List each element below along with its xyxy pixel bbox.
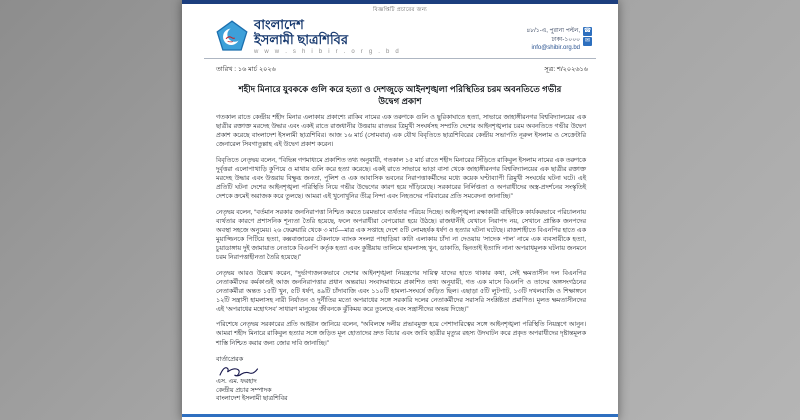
address-line2: ঢাকা-১০০০ [551, 36, 580, 43]
signatory-designation: কেন্দ্রীয় প্রচার সম্পাদক [216, 386, 272, 394]
brand-block [216, 18, 401, 55]
contact-block [526, 27, 592, 53]
press-release-title: শহীদ মিনারে যুবককে গুলি করে হত্যা ও দেশজুড়ে আইনশৃঙ্খলা পরিস্থিতির চরম অবনতিতে গভীর উদ্বেগ প্রকাশ [238, 84, 562, 107]
press-release-document [182, 0, 618, 420]
org-website: w w w . s h i b i r . o r g . b d [254, 49, 401, 56]
contact-text [526, 27, 580, 53]
shibir-logo-icon [216, 20, 248, 52]
sender-label: বার্তাপ্রেরক [216, 355, 243, 363]
date-label: তারিখ : ১৬ মার্চ ২০২৬ [216, 66, 276, 74]
handwritten-signature [218, 365, 260, 378]
reference-label: সূত্র: শ/২০২৬১৬ [544, 66, 588, 74]
phone-icon: ☎ [583, 28, 592, 34]
org-name-line1: বাংলাদেশ [254, 17, 304, 32]
signature-block [216, 356, 618, 404]
signatory-name: এস. এম. ফরহাদ [216, 378, 257, 386]
distribution-note: বিজ্ঞপ্তিটি প্রচারের জন্য [373, 7, 427, 13]
paragraph-1: গতকাল রাতে কেন্দ্রীয় শহীদ মিনার এলাকায় প্রকাশ্যে রাকিব নামের এক তরুণকে গুলি ও ছুরিকাঘাতে হত্যা, সাভারে জাহাঙ্গীরনগর বিশ্ববিদ্যালয়ের এক ছাত্রীর রক্তাক্ত মরদেহ উদ্ধার এবং একই রাতে রাজধানীর উত্তরায় রাতভর ত্রিমুখী সংঘর্ষসহ সম্প্রতি দেশের আইনশৃঙ্খলার চরম অবনতিতে গভীর উদ্বেগ প্রকাশ করেছে বাংলাদেশ ইসলামী ছাত্রশিবির। আজ ১৬ মার্চ (সোমবার) এক যৌথ বিবৃতিতে ছাত্রশিবিরের কেন্দ্রীয় সভাপতি নূরুল ইসলাম ও সেক্রেটারি জেনারেল সিবগাতুল্লাহ এই উদ্বেগ প্রকাশ করেন। [216, 114, 586, 149]
body-text [182, 113, 618, 347]
paragraph-5: পরিশেষে নেতৃদ্বয় সরকারের প্রতি আহ্বান জানিয়ে বলেন, “অবিলম্বে দলীয় প্রভাবমুক্ত হয়ে পেশাদারিত্বের সঙ্গে আইনশৃঙ্খলা পরিস্থিতি নিয়ন্ত্রণে আনুন। আমরা শহীদ মিনারে রাকিবুল হত্যার সঙ্গে জড়িত মূল হোতাদের দ্রুত বিচার এবং জাবি ছাত্রীর মৃত্যুর রহস্য উদঘাটন করে প্রকৃত অপরাধীদের দৃষ্টান্তমূলক শাস্তি নিশ্চিত করার জন্য জোর দাবি জানাচ্ছি।” [216, 321, 586, 347]
letterhead [182, 15, 618, 55]
email-icon: ✉ [584, 38, 591, 44]
signatory-org: বাংলাদেশ ইসলামী ছাত্রশিবির [216, 395, 288, 403]
address-line1: ৪৮/১-এ, পুরানা পল্টন, [526, 28, 580, 34]
meta-row [182, 59, 618, 75]
paragraph-3: নেতৃদ্বয় বলেন, “বর্তমান সরকার জননিরাপত্তা নিশ্চিত করতে চরমভাবে ব্যর্থতার পরিচয় দিচ্ছে। আইনশৃঙ্খলা রক্ষাকারী বাহিনীকে কার্যকরভাবে পরিচালনায় ব্যর্থতার কারণে প্রশাসনিক শূন্যতা তৈরি হয়েছে, ফলে অপরাধীরা বেপরোয়া হয়ে উঠছে। রাজধানীই যেখানে নিরাপদ নয়, সেখানে প্রান্তিক জনপদের অবস্থা সহজে অনুমেয়। ২৬ ফেব্রুয়ারি থেকে ৩ মার্চ—মাত্র এক সপ্তাহে দেশে ৫টি লোমহর্ষক ধর্ষণ ও হত্যার ঘটনা ঘটেছে। রাজশাহীতে বিএনপির হাতে এক মুয়াজ্জিনকে পিটিয়ে হত্যা, কক্সবাজারের টেকনাফে ব্যাংক সংলগ্ন পাহাড়িয়া কাটা এলাকায় চাঁদা না দেওয়ায় ‘সাদেক পাল’ নামে এক ব্যবসায়ীকে হত্যা, চুয়াডাঙ্গায় দুই জামায়াত নেতাকে বিএনপি কর্তৃক হত্যা এবং কুষ্টিয়ায় তালিমে হামলাসহ খুন, ডাকাতি, ছিনতাই ইত্যাদি নানা অপরাধমূলক ঘটনায় জনমনে চরম নিরাপত্তাহীনতা তৈরি হয়েছে।” [216, 208, 586, 262]
bottom-blue-bar [182, 414, 618, 417]
email-text: info@shibir.org.bd [531, 45, 580, 52]
paragraph-2: বিবৃতিতে নেতৃদ্বয় বলেন, “বিভিন্ন গণমাধ্যমে প্রকাশিত তথ্য অনুযায়ী, গতকাল ১৫ মার্চ রাতে শহীদ মিনারের সিঁড়িতে রাকিবুল ইসলাম নামের এক তরুণকে দুর্বৃত্তরা এলোপাথাড়ি কুপিয়ে ও মাথায় গুলি করে হত্যা করেছে। একই রাতে সাভারে ভাড়া বাসা থেকে জাহাঙ্গীরনগর বিশ্ববিদ্যালয়ের এক ছাত্রীর রক্তাক্ত মরদেহ উদ্ধার এবং উত্তরায় বিক্ষুব্ধ জনতা, পুলিশ ও এক আবাসিক ভবনের নিরাপত্তাকর্মীদের মধ্যে কয়েক ঘণ্টাব্যাপী ত্রিমুখী সংঘর্ষের ঘটনা ঘটে। এই প্রতিটি ঘটনা দেশের আইনশৃঙ্খলা পরিস্থিতি নিয়ে গভীর উদ্বেগের কারণ হয়ে দাঁড়িয়েছে। সরকারের নির্লিপ্ততা ও অপরাধীদের অস্ত্র-প্রদর্শনের সংস্কৃতিই দেশকে ক্রমেই অরাজক করে তুলছে। আমরা এই খুনোখুনির তীব্র নিন্দা এবং নিহতদের পরিবারের প্রতি সমবেদনা জানাচ্ছি।” [216, 156, 586, 201]
contact-icons [583, 27, 592, 46]
org-name-line2: ইসলামী ছাত্রশিবির [254, 31, 349, 47]
org-name-block [254, 18, 401, 55]
paragraph-4: নেতৃদ্বয় আরও উল্লেখ করেন, “দুর্ভাগ্যজনকভাবে দেশের আইনশৃঙ্খলা নিয়ন্ত্রণের দায়িত্ব যাদের হাতে থাকার কথা, সেই ক্ষমতাসীন দল বিএনপির নেতাকর্মীদের কর্মকাণ্ডই আজ জননিরাপত্তার প্রধান অন্তরায়। সংবাদমাধ্যমে প্রকাশিত তথ্য অনুযায়ী, গত এক মাসে বিএনপি ও তাদের অঙ্গসংগঠনের নেতাকর্মীরা অন্তত ১৫টি খুন, ৫টি ধর্ষণ, ৪৯টি চাঁদাবাজি এবং ১১০টি হামলা-সংঘর্ষে জড়িত ছিল। এছাড়া ৫টি লুটপাট, ১৩টি দখলবাজি ও শিক্ষাঙ্গনে ১২টি সন্ত্রাসী হামলাসহ নারী নির্যাতন ও দুর্নীতির মতো অপরাধের সঙ্গে সরকারি দলের নেতাকর্মীদের সরাসরি সংশ্লিষ্টতা প্রমাণিত। মূলত ক্ষমতাসীনদের এই ‘অপরাধের মহোৎসব’ সাধারণ মানুষের জীবনকে ঝুঁকিময় করে তুলেছে এবং সন্ত্রাসীদের অভয় দিচ্ছে।” [216, 269, 586, 313]
